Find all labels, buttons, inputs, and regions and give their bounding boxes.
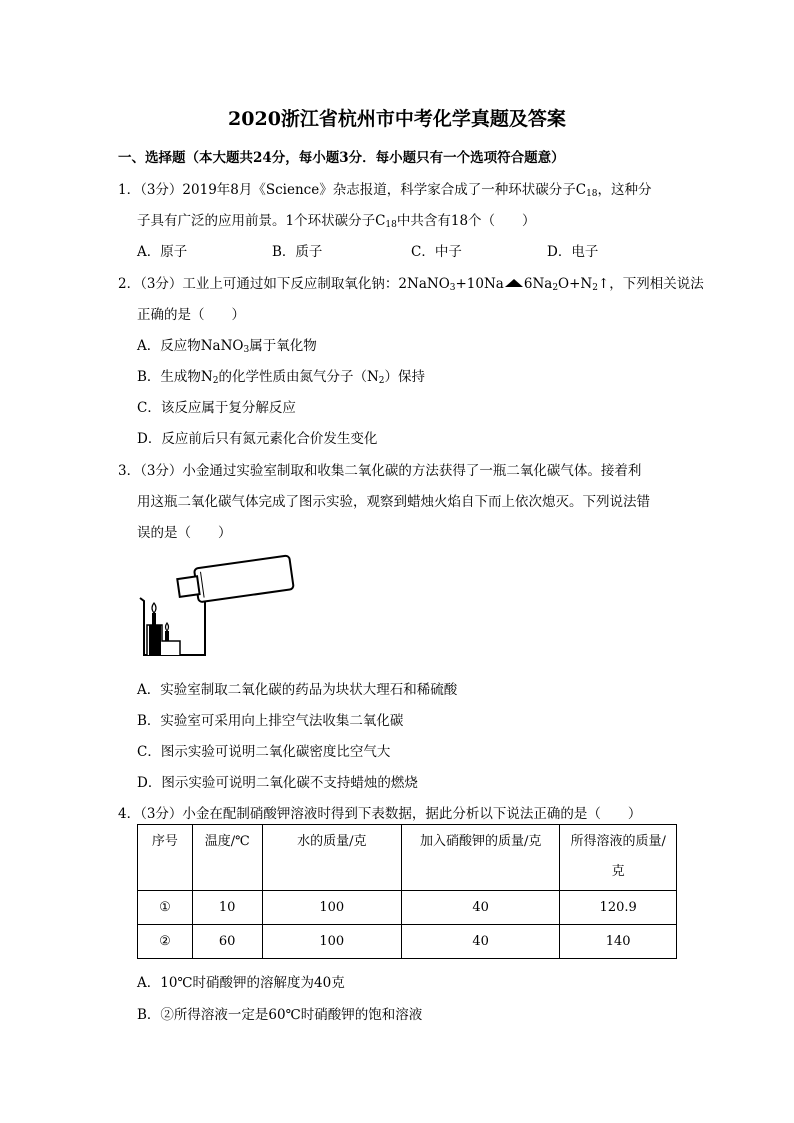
question-1-option-b: B．质子 — [272, 244, 323, 260]
table-row — [138, 925, 677, 959]
question-3-line-3: 误的是（ ） — [137, 525, 232, 541]
header-cell: 加入硝酸钾的质量/克 — [402, 825, 560, 891]
question-2-option-b: B．生成物$N_2$的化学性质由氮气分子$(N_2)$保持 — [137, 369, 426, 386]
table-cell: 100 — [262, 925, 401, 959]
upper-candle-icon — [152, 603, 156, 625]
question-3-option-b: B．实验室可采用向上排空气法收集二氧化碳 — [137, 713, 404, 729]
table-cell: 140 — [560, 925, 677, 959]
header-cell: 水的质量/克 — [262, 825, 401, 891]
gas-bottle-icon — [176, 555, 294, 605]
question-1-option-c: C．中子 — [411, 244, 462, 260]
header-cell: 序号 — [138, 825, 193, 891]
lower-candle-icon — [165, 623, 169, 641]
table-cell: 10 — [192, 891, 262, 925]
header-cell: 所得溶液的质量/ 克 — [560, 825, 677, 891]
table-row — [138, 891, 677, 925]
table-cell: ① — [138, 891, 193, 925]
question-1-line-1: 1．（3分）2019年8月《Science》杂志报道，科学家合成了一种环状碳分子$C_{18}$，这种分 — [118, 182, 652, 199]
table-cell: 100 — [262, 891, 401, 925]
table-cell: 60 — [192, 925, 262, 959]
question-2-option-c: C．该反应属于复分解反应 — [137, 400, 296, 416]
question-1-line-2: 子具有广泛的应用前景。1个环状碳分子$C_{18}$中共含有18个（ ） — [137, 213, 536, 230]
table-cell: 40 — [402, 925, 560, 959]
question-3-line-1: 3．（3分）小金通过实验室制取和收集二氧化碳的方法获得了一瓶二氧化碳气体。接着利 — [118, 463, 642, 479]
table-cell: 40 — [402, 891, 560, 925]
solubility-data-table — [137, 824, 677, 959]
stand-block — [149, 625, 161, 655]
question-2-option-d: D．反应前后只有氮元素化合价发生变化 — [137, 431, 378, 447]
question-2-option-a: A．反应物NaNO$_3$属于氧化物 — [137, 338, 317, 355]
section-heading: 一、选择题（本大题共24分，每小题3分．每小题只有一个选项符合题意） — [118, 150, 565, 166]
table-cell: ② — [138, 925, 193, 959]
page-title: 2020浙江省杭州市中考化学真题及答案 — [228, 108, 566, 130]
question-1-option-d: D．电子 — [547, 244, 599, 260]
co2-candle-experiment-figure — [135, 553, 310, 663]
question-3-option-c: C．图示实验可说明二氧化碳密度比空气大 — [137, 744, 391, 760]
question-3-option-a: A．实验室制取二氧化碳的药品为块状大理石和稀硫酸 — [137, 682, 458, 698]
table-header-row — [138, 825, 677, 891]
question-4-option-a: A．10℃时硝酸钾的溶解度为40克 — [137, 975, 345, 991]
question-1-option-a: A．原子 — [137, 244, 188, 260]
question-2-line-1: 2．（3分）工业上可通过如下反应制取氧化钠：2NaNO$_3$+10Na $6Na_2O+N_2↑$，下列相关说法 — [118, 276, 704, 293]
table-cell: 120.9 — [560, 891, 677, 925]
question-4-option-b: B．②所得溶液一定是60℃时硝酸钾的饱和溶液 — [137, 1007, 423, 1023]
question-2-line-2: 正确的是（ ） — [137, 307, 245, 323]
header-cell: 温度/℃ — [192, 825, 262, 891]
heat-triangle-icon — [505, 279, 523, 287]
question-4-line-1: 4．（3分）小金在配制硝酸钾溶液时得到下表数据，据此分析以下说法正确的是（ ） — [118, 806, 642, 822]
question-3-option-d: D．图示实验可说明二氧化碳不支持蜡烛的燃烧 — [137, 775, 418, 791]
question-3-line-2: 用这瓶二氧化碳气体完成了图示实验，观察到蜡烛火焰自下而上依次熄灭。下列说法错 — [137, 494, 650, 510]
